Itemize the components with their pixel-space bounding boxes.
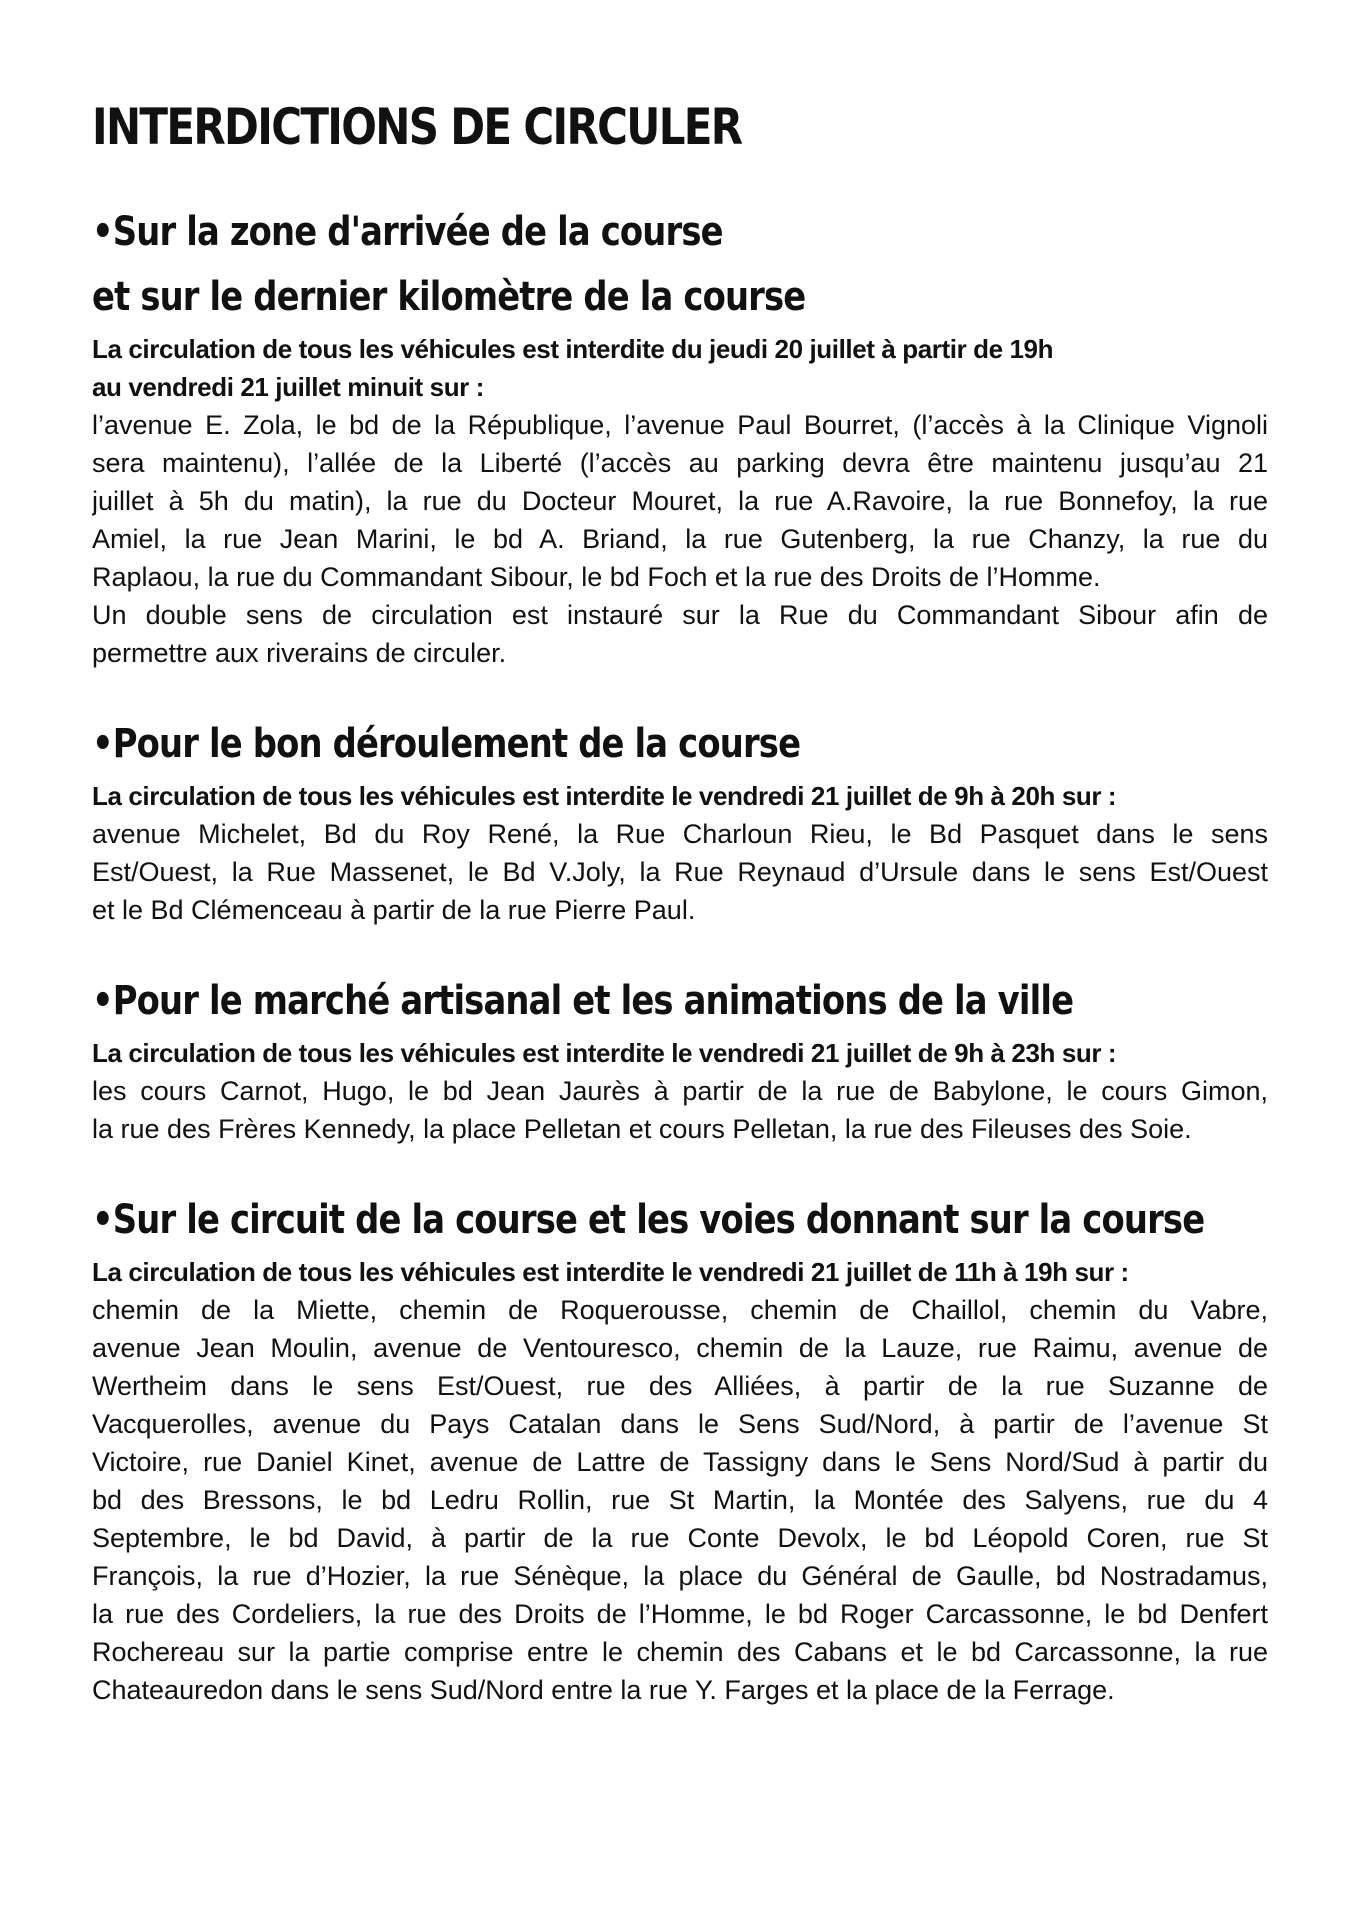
body-line: Chateauredon dans le sens Sud/Nord entre la rue Y. Farges et la place de la Ferrage. — [92, 1675, 1115, 1705]
body-line: Septembre, le bd David, à partir de la rue Conte Devolx, le bd Léopold Coren, rue St — [92, 1523, 1268, 1553]
lead-line: au vendredi 21 juillet minuit sur : — [92, 372, 484, 402]
body-line: Vacquerolles, avenue du Pays Catalan dans le Sens Sud/Nord, à partir de l’avenue St — [92, 1409, 1268, 1439]
body-line: Un double sens de circulation est instauré sur la Rue du Commandant Sibour afin de — [92, 600, 1268, 630]
section-title-line: •Sur le circuit de la course et les voies donnant sur la course — [92, 1197, 1205, 1243]
body-line: Rochereau sur la partie comprise entre le chemin des Cabans et le bd Carcassonne, la rue — [92, 1637, 1268, 1667]
body-line: les cours Carnot, Hugo, le bd Jean Jaurès à partir de la rue de Babylone, le cours Gimon, — [92, 1076, 1268, 1106]
section-craft-market — [92, 969, 1268, 1148]
body-line: Amiel, la rue Jean Marini, le bd A. Briand, la rue Gutenberg, la rue Chanzy, la rue du — [92, 524, 1268, 554]
section-title — [92, 712, 1086, 777]
section-title-line: •Pour le bon déroulement de la course — [92, 721, 801, 767]
section-title-line: •Sur la zone d'arrivée de la course — [92, 209, 723, 255]
section-body — [92, 815, 1268, 929]
section-title-line: et sur le dernier kilomètre de la course — [92, 274, 806, 320]
section-title — [92, 1188, 1205, 1253]
section-lead — [92, 330, 1268, 406]
body-line: l’avenue E. Zola, le bd de la République, l’avenue Paul Bourret, (l’accès à la Clinique Vignoli — [92, 410, 1268, 440]
body-line: Wertheim dans le sens Est/Ouest, rue des Alliées, à partir de la rue Suzanne de — [92, 1371, 1268, 1401]
body-line: Est/Ouest, la Rue Massenet, le Bd V.Joly, la Rue Reynaud d’Ursule dans le sens Est/Ouest — [92, 857, 1268, 887]
body-line: et le Bd Clémenceau à partir de la rue Pierre Paul. — [92, 895, 696, 925]
section-title — [92, 200, 1086, 330]
body-line: sera maintenu), l’allée de la Liberté (l’accès au parking devra être maintenu jusqu’au 21 — [92, 448, 1268, 478]
section-title-line: •Pour le marché artisanal et les animations de la ville — [92, 978, 1074, 1024]
section-body — [92, 1072, 1268, 1148]
lead-line: La circulation de tous les véhicules est interdite le vendredi 21 juillet de 11h à 19h sur : — [92, 1257, 1129, 1287]
section-lead — [92, 777, 1268, 815]
body-line: chemin de la Miette, chemin de Roquerousse, chemin de Chaillol, chemin du Vabre, — [92, 1295, 1268, 1325]
body-line: la rue des Frères Kennedy, la place Pelletan et cours Pelletan, la rue des Fileuses des Soie. — [92, 1114, 1192, 1144]
section-lead — [92, 1034, 1268, 1072]
section-lead — [92, 1253, 1268, 1291]
body-line: Victoire, rue Daniel Kinet, avenue de Lattre de Tassigny dans le Sens Nord/Sud à partir du — [92, 1447, 1268, 1477]
section-arrival-zone — [92, 200, 1268, 672]
lead-line: La circulation de tous les véhicules est interdite le vendredi 21 juillet de 9h à 23h sur : — [92, 1038, 1117, 1068]
body-line: avenue Michelet, Bd du Roy René, la Rue Charloun Rieu, le Bd Pasquet dans le sens — [92, 819, 1268, 849]
body-line: permettre aux riverains de circuler. — [92, 638, 507, 668]
body-line: avenue Jean Moulin, avenue de Ventouresco, chemin de la Lauze, rue Raimu, avenue de — [92, 1333, 1268, 1363]
lead-line: La circulation de tous les véhicules est interdite le vendredi 21 juillet de 9h à 20h sur : — [92, 781, 1117, 811]
body-line: bd des Bressons, le bd Ledru Rollin, rue St Martin, la Montée des Salyens, rue du 4 — [92, 1485, 1268, 1515]
body-line: Raplaou, la rue du Commandant Sibour, le bd Foch et la rue des Droits de l’Homme. — [92, 562, 1101, 592]
document-page — [92, 92, 1268, 1709]
section-body — [92, 406, 1268, 672]
section-race-circuit — [92, 1188, 1268, 1709]
body-line: François, la rue d’Hozier, la rue Sénèque, la place du Général de Gaulle, bd Nostradamus, — [92, 1561, 1268, 1591]
body-line: juillet à 5h du matin), la rue du Docteur Mouret, la rue A.Ravoire, la rue Bonnefoy, la rue — [92, 486, 1268, 516]
body-line: la rue des Cordeliers, la rue des Droits de l’Homme, le bd Roger Carcassonne, le bd Denfert — [92, 1599, 1268, 1629]
section-body — [92, 1291, 1268, 1709]
section-title — [92, 969, 1086, 1034]
section-race-flow — [92, 712, 1268, 929]
page-title: INTERDICTIONS DE CIRCULER — [92, 98, 742, 156]
lead-line: La circulation de tous les véhicules est interdite du jeudi 20 juillet à partir de 19h — [92, 334, 1054, 364]
